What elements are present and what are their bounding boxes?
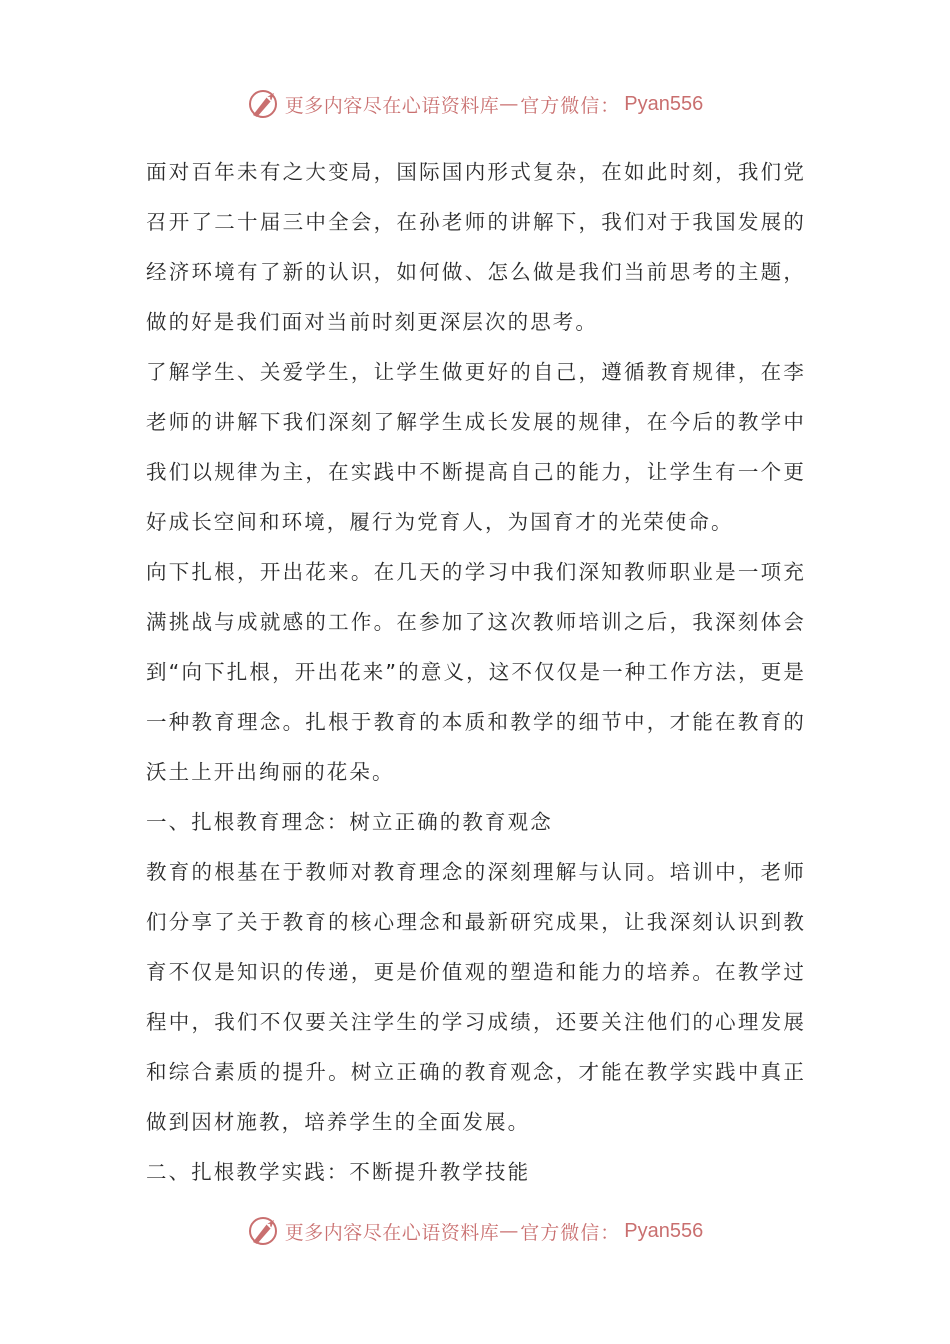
paragraph: 了解学生、关爱学生，让学生做更好的自己，遵循教育规律，在李老师的讲解下我们深刻了解学生成长发展的规律，在今后的教学中我们以规律为主，在实践中不断提高自己的能力，让学生有一个更好成长空间和环境，履行为党育人，为国育才的光荣使命。 [146, 360, 806, 534]
wechat-id: Pyan556 [624, 92, 704, 115]
pen-nib-logo-icon [247, 87, 281, 121]
paragraph: 面对百年未有之大变局，国际国内形式复杂，在如此时刻，我们党召开了二十届三中全会，在孙老师的讲解下，我们对于我国发展的经济环境有了新的认识，如何做、怎么做是我们当前思考的主题，做的好是我们面对当前时刻更深层次的思考。 [146, 160, 806, 334]
header-watermark-banner [0, 84, 950, 124]
official-wechat-label: 官方微信： [520, 94, 621, 117]
pen-nib-logo-icon [247, 1214, 281, 1248]
brand-text: 更多内容尽在心语资料库 [284, 94, 500, 117]
paragraph: 教育的根基在于教师对教育理念的深刻理解与认同。培训中，老师们分享了关于教育的核心理念和最新研究成果，让我深刻认识到教育不仅是知识的传递，更是价值观的塑造和能力的培养。在教学过程中，我们不仅要关注学生的学习成绩，还要关注他们的心理发展和综合素质的提升。树立正确的教育观念，才能在教学实践中真正做到因材施教，培养学生的全面发展。 [146, 860, 806, 1134]
official-wechat-label: 官方微信： [520, 1221, 621, 1244]
footer-watermark-banner [0, 1211, 950, 1251]
paragraph: 向下扎根，开出花来。在几天的学习中我们深知教师职业是一项充满挑战与成就感的工作。在参加了这次教师培训之后，我深刻体会到“向下扎根，开出花来”的意义，这不仅仅是一种工作方法，更是一种教育理念。扎根于教育的本质和教学的细节中，才能在教育的沃土上开出绚丽的花朵。 [146, 560, 806, 784]
brand-text: 更多内容尽在心语资料库 [284, 1221, 500, 1244]
document-body [146, 147, 806, 1197]
banner-separator: — [499, 1220, 519, 1242]
banner-separator: — [499, 93, 519, 115]
section-heading: 一、扎根教育理念：树立正确的教育观念 [146, 810, 553, 834]
section-heading: 二、扎根教学实践：不断提升教学技能 [146, 1160, 531, 1184]
wechat-id: Pyan556 [624, 1219, 704, 1242]
